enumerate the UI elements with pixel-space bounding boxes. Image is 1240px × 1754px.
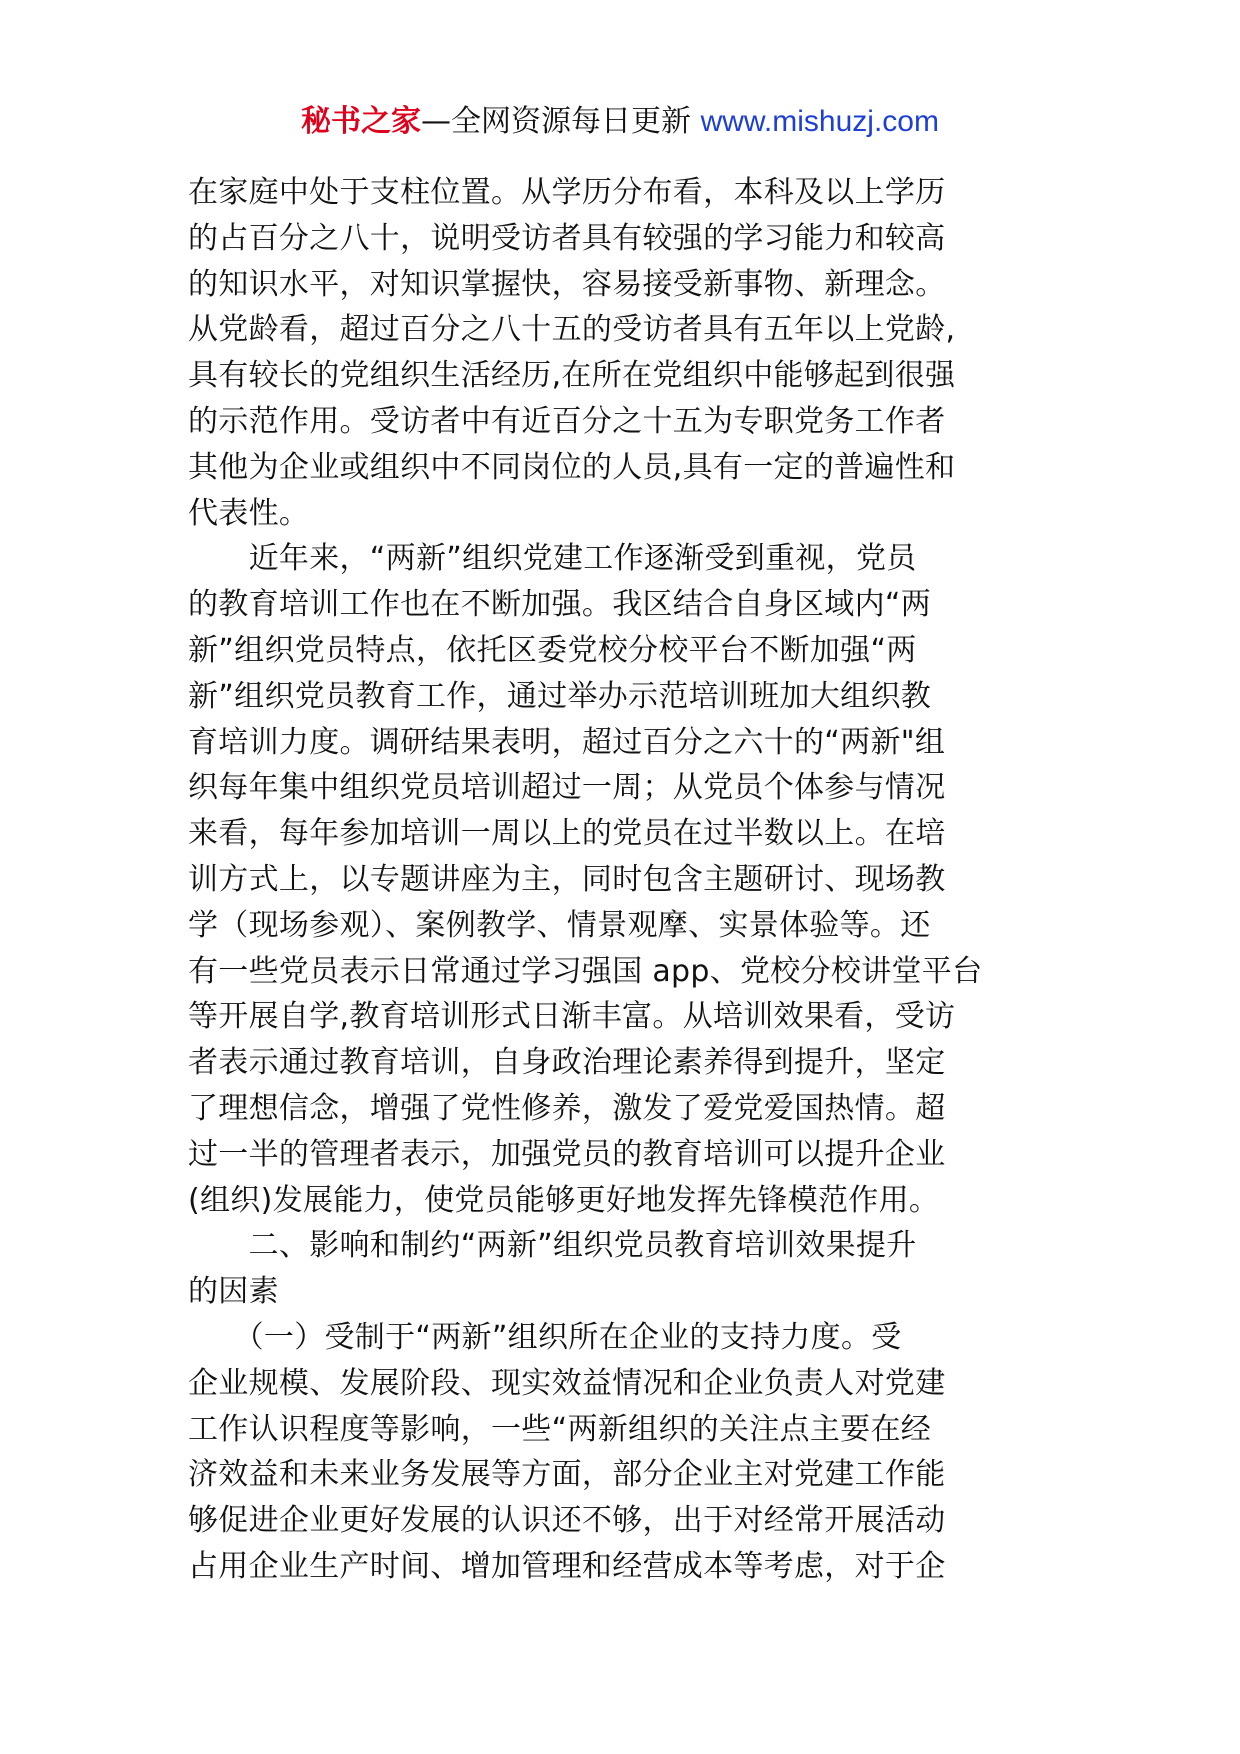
text-line: 来看，每年参加培训一周以上的党员在过半数以上。在培 — [188, 816, 946, 852]
text-line: 的教育培训工作也在不断加强。我区结合自身区域内“两 — [188, 587, 932, 623]
text-line: 者表示通过教育培训，自身政治理论素养得到提升，坚定 — [188, 1045, 946, 1081]
text-line: 了理想信念，增强了党性修养，激发了爱党爱国热情。超 — [188, 1090, 946, 1126]
text-line: 够促进企业更好发展的认识还不够，出于对经常开展活动 — [188, 1503, 946, 1539]
text-line: 织每年集中组织党员培训超过一周；从党员个体参与情况 — [188, 770, 946, 806]
text-line: 新”组织党员教育工作，通过举办示范培训班加大组织教 — [188, 678, 932, 714]
site-url-link[interactable]: www.mishuzj.com — [700, 105, 939, 138]
text-line: 济效益和未来业务发展等方面，部分企业主对党建工作能 — [188, 1457, 946, 1493]
text-line: 其他为企业或组织中不同岗位的人员,具有一定的普遍性和 — [188, 449, 956, 485]
section-heading-line: 二、影响和制约“两新”组织党员教育培训效果提升 — [188, 1228, 917, 1264]
text-line: 新”组织党员特点，依托区委党校分校平台不断加强“两 — [188, 632, 917, 668]
text-line: 企业规模、发展阶段、现实效益情况和企业负责人对党建 — [188, 1365, 946, 1401]
document-body — [188, 170, 1058, 1590]
text-line: 代表性。 — [188, 495, 310, 531]
header-tagline: —全网资源每日更新 — [421, 104, 701, 139]
text-line: 的知识水平，对知识掌握快，容易接受新事物、新理念。 — [188, 266, 946, 302]
subsection-heading-line: （一）受制于“两新”组织所在企业的支持力度。受 — [188, 1319, 902, 1355]
text-line: (组织)发展能力，使党员能够更好地发挥先锋模范作用。 — [188, 1182, 940, 1218]
text-line: 占用企业生产时间、增加管理和经营成本等考虑，对于企 — [188, 1548, 946, 1584]
text-line: 学（现场参观）、案例教学、情景观摩、实景体验等。还 — [188, 907, 931, 943]
text-line: 具有较长的党组织生活经历,在所在党组织中能够起到很强 — [188, 358, 956, 394]
text-line: 训方式上，以专题讲座为主，同时包含主题研讨、现场教 — [188, 861, 946, 897]
section-heading-line: 的因素 — [188, 1274, 279, 1310]
text-line: 过一半的管理者表示，加强党员的教育培训可以提升企业 — [188, 1136, 946, 1172]
text-line: 工作认识程度等影响，一些“两新组织的关注点主要在经 — [188, 1411, 932, 1447]
text-line: 的占百分之八十，说明受访者具有较强的学习能力和较高 — [188, 220, 946, 256]
text-line: 近年来，“两新”组织党建工作逐渐受到重视，党员 — [188, 541, 917, 577]
text-line: 育培训力度。调研结果表明，超过百分之六十的“两新"组 — [188, 724, 946, 760]
text-line: 的示范作用。受访者中有近百分之十五为专职党务工作者 — [188, 403, 946, 439]
text-line: 在家庭中处于支柱位置。从学历分布看，本科及以上学历 — [188, 175, 946, 210]
text-line: 有一些党员表示日常通过学习强国 app、党校分校讲堂平台 — [188, 953, 983, 989]
text-line: 等开展自学,教育培训形式日渐丰富。从培训效果看，受访 — [188, 999, 956, 1035]
site-header — [0, 100, 1240, 144]
text-line: 从党龄看，超过百分之八十五的受访者具有五年以上党龄, — [188, 312, 956, 348]
brand-name: 秘书之家 — [301, 104, 422, 139]
